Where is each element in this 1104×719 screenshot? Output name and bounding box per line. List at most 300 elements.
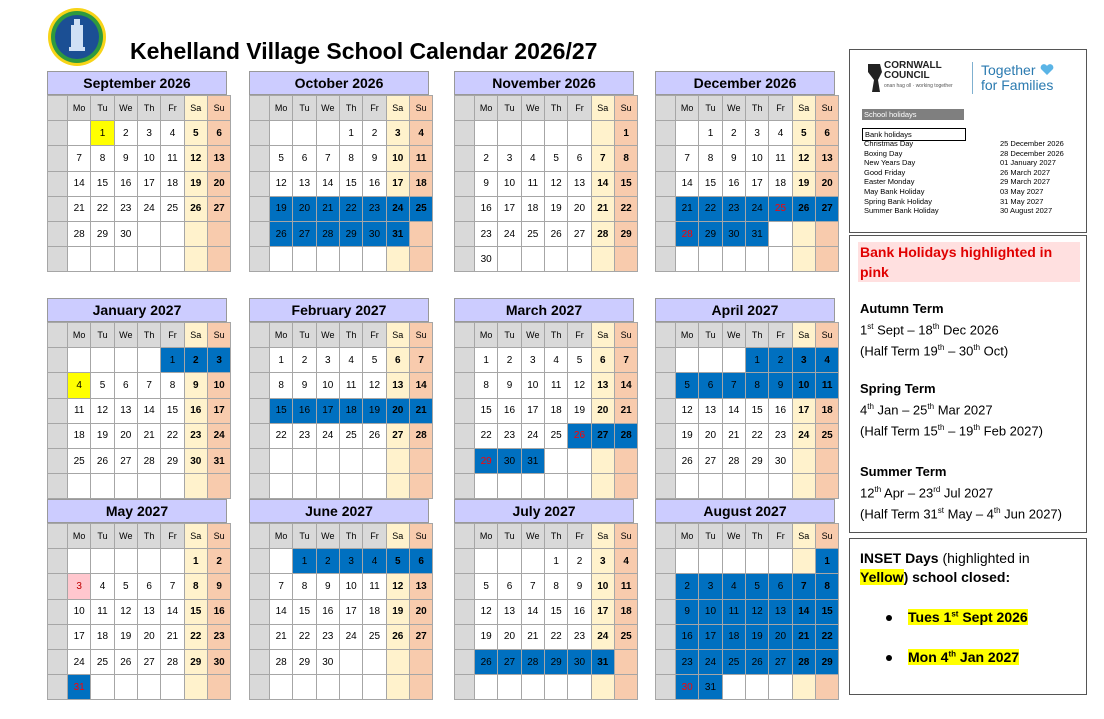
day-cell: 13 [207, 146, 230, 171]
week-row [455, 624, 638, 649]
council-name-line2: COUNCIL [884, 70, 930, 81]
week-row [48, 171, 231, 196]
empty-day-cell [498, 474, 521, 499]
week-cell [656, 574, 676, 599]
day-cell: 4 [161, 121, 184, 146]
empty-day-cell [339, 247, 362, 272]
day-cell: 20 [293, 196, 316, 221]
day-cell: 18 [544, 398, 567, 423]
week-cell [48, 96, 68, 121]
empty-day-cell [614, 474, 637, 499]
weekday-header: Sa [591, 524, 614, 549]
day-cell: 14 [68, 171, 91, 196]
day-cell: 30 [769, 448, 792, 473]
day-cell: 4 [815, 348, 838, 373]
day-cell: 24 [792, 423, 815, 448]
spring-term-title: Spring Term [860, 381, 936, 396]
day-cell: 13 [815, 146, 838, 171]
day-cell: 26 [745, 649, 768, 674]
week-cell [250, 675, 270, 700]
week-row [48, 398, 231, 423]
day-cell: 21 [591, 196, 614, 221]
month-calendar [655, 298, 835, 499]
school-logo-badge [47, 7, 107, 67]
day-cell: 8 [184, 574, 207, 599]
day-cell: 18 [68, 423, 91, 448]
day-cell: 22 [544, 624, 567, 649]
weekday-header: Tu [293, 323, 316, 348]
day-cell: 17 [745, 171, 768, 196]
empty-day-cell [161, 549, 184, 574]
weekday-header: Su [207, 524, 230, 549]
week-cell [250, 247, 270, 272]
weekday-header: Th [137, 524, 160, 549]
weekday-header: Sa [591, 323, 614, 348]
day-cell: 25 [363, 624, 386, 649]
day-cell: 2 [475, 146, 498, 171]
empty-day-cell [498, 549, 521, 574]
day-cell: 9 [293, 373, 316, 398]
week-row [48, 196, 231, 221]
empty-day-cell [769, 247, 792, 272]
empty-day-cell [792, 474, 815, 499]
week-row [656, 675, 839, 700]
week-cell [48, 221, 68, 246]
day-cell: 2 [316, 549, 339, 574]
day-cell: 1 [614, 121, 637, 146]
empty-day-cell [745, 549, 768, 574]
day-cell: 6 [409, 549, 432, 574]
week-row [250, 624, 433, 649]
day-cell: 20 [137, 624, 160, 649]
empty-day-cell [568, 474, 591, 499]
weekday-header: Tu [293, 524, 316, 549]
week-row [455, 675, 638, 700]
day-cell: 5 [114, 574, 137, 599]
day-cell: 21 [409, 398, 432, 423]
empty-day-cell [386, 448, 409, 473]
empty-day-cell [91, 474, 114, 499]
day-cell: 6 [114, 373, 137, 398]
day-cell: 12 [386, 574, 409, 599]
weekday-header: Su [409, 323, 432, 348]
weekday-header: Su [614, 96, 637, 121]
day-cell: 5 [792, 121, 815, 146]
day-cell: 6 [207, 121, 230, 146]
day-cell: 1 [293, 549, 316, 574]
day-cell: 9 [184, 373, 207, 398]
day-cell: 27 [568, 221, 591, 246]
empty-day-cell [293, 675, 316, 700]
day-cell: 9 [207, 574, 230, 599]
weekday-header: We [316, 96, 339, 121]
empty-day-cell [722, 247, 745, 272]
week-row [656, 398, 839, 423]
month-calendar [454, 298, 634, 499]
weekday-header: Su [207, 96, 230, 121]
week-row [455, 121, 638, 146]
month-title: March 2027 [454, 298, 634, 322]
week-cell [48, 398, 68, 423]
day-cell: 22 [699, 196, 722, 221]
for-families-text: for Families [981, 77, 1054, 93]
key-panel [849, 49, 1087, 233]
week-cell [656, 348, 676, 373]
day-cell: 19 [745, 624, 768, 649]
empty-day-cell [316, 474, 339, 499]
weekday-header: Mo [270, 96, 293, 121]
bank-holiday-list [864, 139, 1074, 216]
week-row [455, 398, 638, 423]
empty-day-cell [792, 448, 815, 473]
day-cell: 6 [293, 146, 316, 171]
day-cell: 4 [363, 549, 386, 574]
day-cell: 2 [363, 121, 386, 146]
day-cell: 24 [591, 624, 614, 649]
day-cell: 17 [521, 398, 544, 423]
week-cell [250, 96, 270, 121]
day-cell: 23 [114, 196, 137, 221]
empty-day-cell [498, 247, 521, 272]
day-cell: 3 [207, 348, 230, 373]
week-row [250, 474, 433, 499]
day-cell: 1 [699, 121, 722, 146]
day-cell: 23 [184, 423, 207, 448]
week-row [250, 121, 433, 146]
day-cell: 19 [386, 599, 409, 624]
day-cell: 4 [614, 549, 637, 574]
week-cell [455, 423, 475, 448]
week-row [250, 649, 433, 674]
day-cell: 3 [386, 121, 409, 146]
bank-holiday-date: 30 August 2027 [1000, 206, 1053, 216]
day-cell: 1 [184, 549, 207, 574]
day-cell: 19 [91, 423, 114, 448]
day-cell: 22 [339, 196, 362, 221]
day-cell: 8 [544, 574, 567, 599]
week-cell [48, 146, 68, 171]
empty-day-cell [591, 121, 614, 146]
day-cell: 6 [568, 146, 591, 171]
week-cell [656, 247, 676, 272]
week-cell [455, 398, 475, 423]
weekday-header: We [521, 96, 544, 121]
month-title: May 2027 [47, 499, 227, 523]
day-cell: 15 [184, 599, 207, 624]
day-cell: 29 [544, 649, 567, 674]
day-cell: 14 [409, 373, 432, 398]
weekday-header: Mo [676, 323, 699, 348]
empty-day-cell [68, 247, 91, 272]
empty-day-cell [386, 247, 409, 272]
week-cell [455, 675, 475, 700]
empty-day-cell [676, 549, 699, 574]
day-cell: 29 [293, 649, 316, 674]
day-cell: 24 [137, 196, 160, 221]
empty-day-cell [815, 474, 838, 499]
day-cell: 7 [161, 574, 184, 599]
weekday-header: We [521, 323, 544, 348]
day-cell: 24 [498, 221, 521, 246]
week-row [656, 423, 839, 448]
week-cell [455, 323, 475, 348]
day-cell: 26 [184, 196, 207, 221]
empty-day-cell [363, 474, 386, 499]
weekday-header-row [250, 524, 433, 549]
month-title: October 2026 [249, 71, 429, 95]
day-cell: 13 [498, 599, 521, 624]
weekday-header: Sa [386, 96, 409, 121]
empty-day-cell [409, 649, 432, 674]
month-title: August 2027 [655, 499, 835, 523]
day-cell: 27 [699, 448, 722, 473]
day-cell: 6 [815, 121, 838, 146]
empty-day-cell [544, 247, 567, 272]
weekday-header: Fr [769, 96, 792, 121]
day-cell: 10 [68, 599, 91, 624]
empty-day-cell [293, 121, 316, 146]
month-calendar [249, 298, 429, 499]
empty-day-cell [591, 448, 614, 473]
day-cell: 11 [161, 146, 184, 171]
day-cell: 10 [792, 373, 815, 398]
month-calendar [47, 71, 227, 272]
week-cell [656, 196, 676, 221]
week-row [656, 448, 839, 473]
day-cell: 10 [745, 146, 768, 171]
day-cell: 5 [568, 348, 591, 373]
week-cell [656, 624, 676, 649]
day-cell: 1 [745, 348, 768, 373]
day-cell: 29 [184, 649, 207, 674]
council-subtitle: onan hag oll · working together [884, 83, 953, 89]
day-cell: 17 [137, 171, 160, 196]
day-cell: 8 [614, 146, 637, 171]
day-cell: 14 [270, 599, 293, 624]
day-cell: 24 [68, 649, 91, 674]
weekday-header: Tu [498, 524, 521, 549]
day-cell: 27 [293, 221, 316, 246]
day-cell: 12 [475, 599, 498, 624]
day-cell: 28 [591, 221, 614, 246]
week-row [455, 574, 638, 599]
day-cell: 25 [409, 196, 432, 221]
day-cell: 9 [316, 574, 339, 599]
day-cell: 22 [475, 423, 498, 448]
week-row [250, 247, 433, 272]
empty-day-cell [409, 247, 432, 272]
bank-holidays-key: Bank holidays [862, 128, 966, 141]
day-cell: 3 [137, 121, 160, 146]
bank-holiday-row [864, 168, 1074, 178]
empty-day-cell [409, 474, 432, 499]
day-cell: 5 [386, 549, 409, 574]
week-row [656, 348, 839, 373]
autumn-half-term: (Half Term 19th – 30th Oct) [860, 343, 1009, 359]
empty-day-cell [745, 474, 768, 499]
day-cell: 3 [316, 348, 339, 373]
bank-holiday-date: 01 January 2027 [1000, 158, 1056, 168]
empty-day-cell [270, 549, 293, 574]
day-cell: 9 [114, 146, 137, 171]
week-row [250, 221, 433, 246]
bank-holiday-row [864, 149, 1074, 159]
empty-day-cell [498, 675, 521, 700]
summer-half-term: (Half Term 31st May – 4th Jun 2027) [860, 506, 1062, 522]
day-cell: 14 [591, 171, 614, 196]
day-cell: 1 [91, 121, 114, 146]
day-cell: 31 [521, 448, 544, 473]
empty-day-cell [316, 247, 339, 272]
day-cell: 26 [568, 423, 591, 448]
day-cell: 25 [769, 196, 792, 221]
week-row [250, 171, 433, 196]
day-cell: 6 [591, 348, 614, 373]
day-cell: 6 [699, 373, 722, 398]
day-cell: 23 [769, 423, 792, 448]
week-cell [250, 624, 270, 649]
weekday-header: Mo [475, 323, 498, 348]
empty-day-cell [521, 247, 544, 272]
empty-day-cell [591, 247, 614, 272]
day-cell: 13 [568, 171, 591, 196]
week-row [656, 247, 839, 272]
day-cell: 3 [68, 574, 91, 599]
day-cell: 27 [409, 624, 432, 649]
week-row [656, 196, 839, 221]
bank-holiday-date: 28 December 2026 [1000, 148, 1064, 158]
week-row [48, 675, 231, 700]
day-cell: 24 [207, 423, 230, 448]
week-cell [250, 146, 270, 171]
empty-day-cell [91, 675, 114, 700]
empty-day-cell [68, 549, 91, 574]
weekday-header: Mo [68, 323, 91, 348]
day-cell: 8 [270, 373, 293, 398]
day-cell: 22 [91, 196, 114, 221]
summer-term-title: Summer Term [860, 464, 947, 479]
day-cell: 29 [339, 221, 362, 246]
day-cell: 13 [386, 373, 409, 398]
day-cell: 19 [363, 398, 386, 423]
week-row [455, 221, 638, 246]
empty-day-cell [137, 247, 160, 272]
day-cell: 16 [769, 398, 792, 423]
day-cell: 8 [339, 146, 362, 171]
empty-day-cell [769, 675, 792, 700]
empty-day-cell [137, 549, 160, 574]
day-cell: 4 [769, 121, 792, 146]
day-cell: 12 [363, 373, 386, 398]
empty-day-cell [792, 549, 815, 574]
empty-day-cell [91, 348, 114, 373]
empty-day-cell [68, 474, 91, 499]
day-cell: 18 [409, 171, 432, 196]
empty-day-cell [521, 549, 544, 574]
weekday-header: Th [745, 323, 768, 348]
day-cell: 18 [91, 624, 114, 649]
empty-day-cell [521, 474, 544, 499]
day-cell: 2 [114, 121, 137, 146]
day-cell: 7 [676, 146, 699, 171]
weekday-header: Fr [161, 323, 184, 348]
weekday-header: Mo [68, 96, 91, 121]
day-cell: 17 [699, 624, 722, 649]
day-cell: 25 [68, 448, 91, 473]
week-row [455, 423, 638, 448]
week-row [250, 146, 433, 171]
empty-day-cell [161, 247, 184, 272]
empty-day-cell [544, 448, 567, 473]
week-row [250, 423, 433, 448]
day-cell: 11 [815, 373, 838, 398]
week-cell [250, 171, 270, 196]
empty-day-cell [114, 675, 137, 700]
empty-day-cell [521, 121, 544, 146]
page-title: Kehelland Village School Calendar 2026/27 [130, 38, 598, 64]
weekday-header-row [455, 524, 638, 549]
day-cell: 20 [591, 398, 614, 423]
week-cell [656, 524, 676, 549]
day-cell: 28 [614, 423, 637, 448]
day-cell: 13 [293, 171, 316, 196]
empty-day-cell [409, 448, 432, 473]
empty-day-cell [270, 474, 293, 499]
day-cell: 21 [270, 624, 293, 649]
empty-day-cell [722, 549, 745, 574]
day-cell: 13 [114, 398, 137, 423]
week-row [48, 474, 231, 499]
empty-day-cell [114, 348, 137, 373]
day-cell: 11 [722, 599, 745, 624]
inset-day-2: Mon 4th Jan 2027 [886, 649, 1019, 665]
empty-day-cell [386, 474, 409, 499]
day-cell: 9 [676, 599, 699, 624]
day-cell: 15 [544, 599, 567, 624]
empty-day-cell [114, 247, 137, 272]
week-row [48, 574, 231, 599]
empty-day-cell [207, 221, 230, 246]
spring-half-term: (Half Term 15th – 19th Feb 2027) [860, 423, 1043, 439]
week-cell [250, 398, 270, 423]
day-cell: 14 [722, 398, 745, 423]
day-cell: 28 [792, 649, 815, 674]
empty-day-cell [91, 549, 114, 574]
week-row [455, 373, 638, 398]
empty-day-cell [161, 221, 184, 246]
weekday-header-row [48, 524, 231, 549]
day-cell: 2 [568, 549, 591, 574]
day-cell: 10 [207, 373, 230, 398]
day-cell: 9 [769, 373, 792, 398]
day-cell: 3 [521, 348, 544, 373]
empty-day-cell [68, 348, 91, 373]
autumn-term-dates: 1st Sept – 18th Dec 2026 [860, 322, 999, 338]
weekday-header: Tu [91, 96, 114, 121]
week-cell [455, 121, 475, 146]
day-cell: 22 [745, 423, 768, 448]
day-cell: 17 [498, 196, 521, 221]
day-cell: 23 [316, 624, 339, 649]
week-cell [656, 96, 676, 121]
day-cell: 22 [184, 624, 207, 649]
month-calendar [655, 499, 835, 700]
day-cell: 12 [91, 398, 114, 423]
day-cell: 17 [792, 398, 815, 423]
empty-day-cell [184, 221, 207, 246]
day-cell: 25 [614, 624, 637, 649]
empty-day-cell [207, 474, 230, 499]
